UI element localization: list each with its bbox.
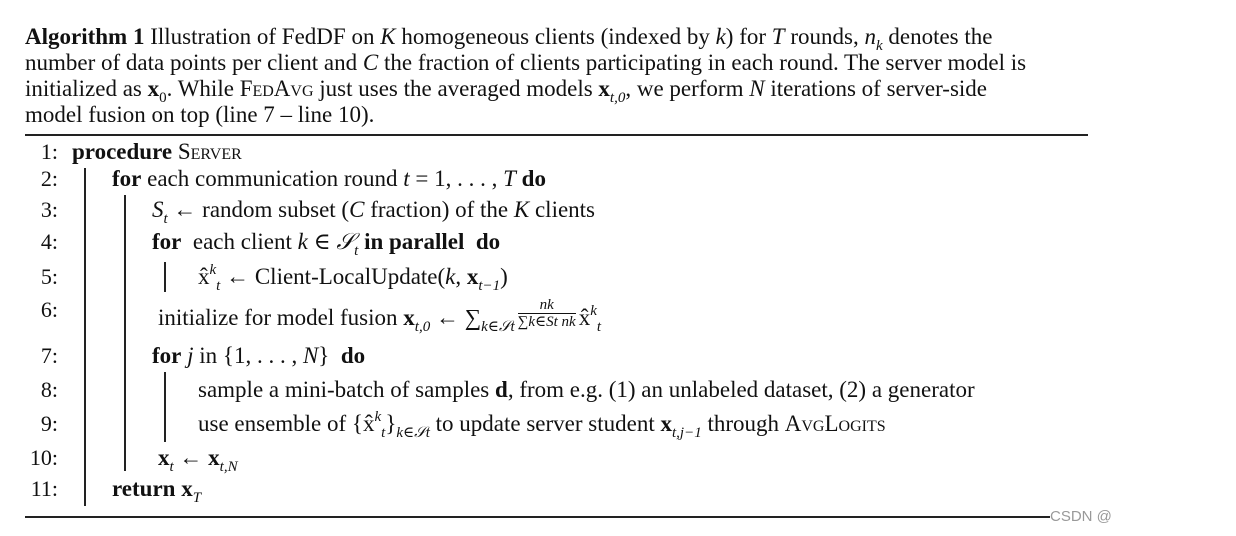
bottom-rule xyxy=(25,516,1050,518)
text-segment: ∈ xyxy=(307,229,337,254)
text-segment: x̂ xyxy=(578,305,591,330)
text-segment: N xyxy=(749,76,765,101)
text-segment: k xyxy=(209,262,217,278)
line-number: 7: xyxy=(40,343,58,368)
text-segment: Server xyxy=(177,139,242,164)
text-segment: ← ∑ xyxy=(430,305,482,330)
text-segment: x xyxy=(158,445,170,470)
text-segment: k xyxy=(297,229,308,254)
text-segment: use ensemble of {x̂ xyxy=(198,411,375,436)
text-segment: t xyxy=(381,425,386,441)
text-segment: Illustration of FedDF on xyxy=(144,24,381,49)
text-segment: k∈𝒮t xyxy=(396,425,430,441)
text-segment: , xyxy=(455,264,467,289)
text-segment: do xyxy=(329,343,366,368)
text-segment: C xyxy=(362,50,379,75)
line-number: 6: xyxy=(40,297,58,322)
text-segment: each communication round xyxy=(141,166,404,191)
algorithm-line xyxy=(152,344,365,368)
text-segment: x xyxy=(147,76,160,101)
text-segment: just uses the averaged models xyxy=(313,76,599,101)
text-segment: , we perform xyxy=(625,76,750,101)
text-segment: fraction) of the xyxy=(364,197,514,222)
text-segment: T xyxy=(503,166,516,191)
text-segment: procedure xyxy=(72,139,173,164)
text-segment: k xyxy=(590,303,597,319)
text-segment: denotes the xyxy=(882,24,993,49)
line-number: 2: xyxy=(40,166,58,191)
text-segment: T xyxy=(771,24,785,49)
text-segment: 𝒮 xyxy=(336,229,355,254)
text-segment: = 1, . . . , xyxy=(409,166,504,191)
algorithm-line xyxy=(112,167,546,191)
text-segment: } xyxy=(385,411,397,436)
watermark: CSDN @ xyxy=(1050,508,1112,525)
text-segment: x xyxy=(466,264,479,289)
algorithm-line xyxy=(72,140,242,164)
text-segment: C xyxy=(349,197,365,222)
text-segment: j xyxy=(187,343,194,368)
fraction xyxy=(517,297,576,330)
text-segment: t xyxy=(403,166,410,191)
text-segment: x xyxy=(660,411,672,436)
algorithm-line xyxy=(152,229,501,259)
text-segment: in {1, . . . , xyxy=(193,343,303,368)
algorithm-line xyxy=(198,409,886,441)
text-segment: sample a mini-batch of samples xyxy=(198,377,496,402)
text-segment: t−1 xyxy=(478,278,501,294)
text-segment: FedAvg xyxy=(239,76,314,101)
indent-bar-for-clients xyxy=(164,262,166,292)
algorithm-line xyxy=(158,297,602,335)
text-segment: initialize for model fusion xyxy=(158,305,404,330)
text-segment: for xyxy=(152,229,182,254)
text-segment: K xyxy=(513,197,530,222)
text-segment: t xyxy=(354,243,359,259)
text-segment: homogeneous clients (indexed by xyxy=(395,24,716,49)
text-segment: t xyxy=(216,278,221,294)
text-segment: ← Client-LocalUpdate( xyxy=(220,264,446,289)
text-segment: d xyxy=(495,377,508,402)
top-rule xyxy=(25,134,1088,136)
line-number: 8: xyxy=(40,377,58,402)
text-segment: ) xyxy=(500,264,508,289)
indent-bar-procedure xyxy=(84,168,86,506)
line-number: 5: xyxy=(40,264,58,289)
text-segment: return xyxy=(112,476,176,501)
algorithm-line xyxy=(152,197,596,227)
algorithm-line xyxy=(198,378,975,402)
text-segment: T xyxy=(192,490,202,506)
text-segment: for xyxy=(112,166,142,191)
line-number: 4: xyxy=(40,229,58,254)
text-segment: do xyxy=(515,166,546,191)
text-segment: to update server student xyxy=(429,411,661,436)
text-segment: , from e.g. (1) an unlabeled dataset, (2) a generator xyxy=(507,377,975,402)
algorithm-line xyxy=(158,445,238,475)
text-segment: x̂ xyxy=(198,264,210,289)
text-segment: t,j−1 xyxy=(671,425,702,441)
text-segment: each client xyxy=(181,229,298,254)
text-segment: number of data points per client and xyxy=(25,50,363,75)
text-segment: K xyxy=(380,24,396,49)
text-segment: Algorithm 1 xyxy=(25,24,145,49)
text-segment: k xyxy=(875,38,883,54)
text-segment: } xyxy=(318,343,330,368)
algorithm-line xyxy=(112,476,202,506)
fraction-denominator: ∑k∈St nk xyxy=(517,314,576,330)
text-segment: x xyxy=(598,76,610,101)
text-segment: k xyxy=(715,24,726,49)
text-segment: t,0 xyxy=(609,90,626,106)
text-segment: x xyxy=(208,445,220,470)
caption-line xyxy=(25,51,1026,75)
text-segment: t xyxy=(163,211,168,227)
text-segment: iterations of server-side xyxy=(764,76,988,101)
text-segment: for xyxy=(152,343,182,368)
line-number: 3: xyxy=(40,197,58,222)
text-segment: in parallel do xyxy=(358,229,501,254)
text-segment: model fusion on top (line 7 – line 10). xyxy=(25,102,375,127)
line-number: 11: xyxy=(30,476,58,501)
text-segment: t,N xyxy=(219,459,238,475)
indent-bar-for-rounds xyxy=(124,195,126,471)
text-segment: 0 xyxy=(159,90,167,106)
line-number: 10: xyxy=(29,445,58,470)
caption-line xyxy=(25,103,374,127)
indent-bar-for-iterations xyxy=(164,372,166,442)
text-segment: x xyxy=(181,476,193,501)
text-segment: x xyxy=(403,305,415,330)
text-segment: the fraction of clients participating in each round. The server model is xyxy=(378,50,1027,75)
text-segment: through xyxy=(701,411,785,436)
text-segment: ← random subset ( xyxy=(167,197,350,222)
text-segment: t xyxy=(169,459,174,475)
caption-line xyxy=(25,76,988,106)
text-segment: k∈𝒮t xyxy=(481,319,515,335)
text-segment: S xyxy=(152,197,164,222)
text-segment: k xyxy=(445,264,456,289)
algorithm-line xyxy=(198,262,508,294)
text-segment: t,0 xyxy=(414,319,431,335)
text-segment: k xyxy=(374,409,382,425)
caption-line xyxy=(25,24,993,54)
fraction-numerator: nk xyxy=(518,298,576,314)
line-number: 9: xyxy=(40,411,58,436)
text-segment: n xyxy=(864,24,876,49)
text-segment: clients xyxy=(529,197,596,222)
text-segment: AvgLogits xyxy=(784,411,886,436)
line-number: 1: xyxy=(40,139,58,164)
text-segment: initialized as xyxy=(25,76,148,101)
text-segment: . While xyxy=(166,76,240,101)
text-segment: t xyxy=(596,319,602,335)
text-segment: ← xyxy=(173,445,209,470)
text-segment: N xyxy=(302,343,319,368)
text-segment: ) for xyxy=(725,24,772,49)
text-segment: rounds, xyxy=(784,24,865,49)
